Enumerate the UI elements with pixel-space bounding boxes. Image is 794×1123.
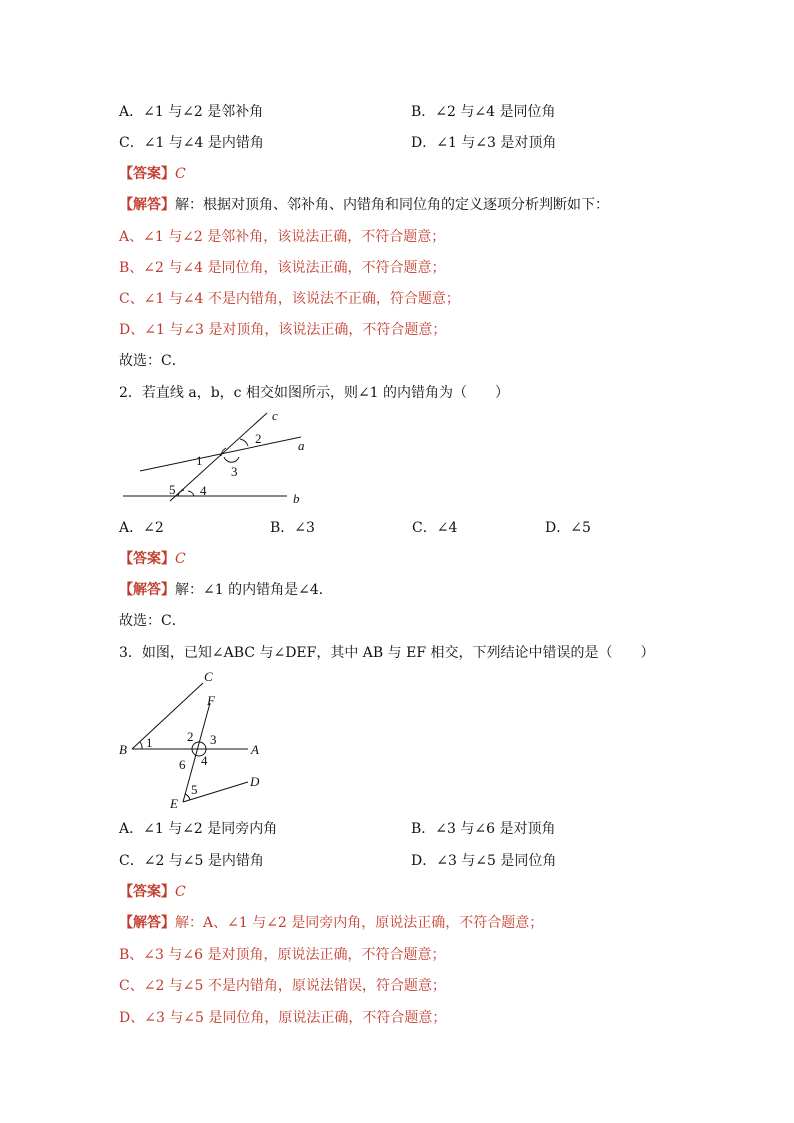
q2-option-b: B．∠3 [270,520,315,536]
q3-option-c: C．∠2 与∠5 是内错角 [119,853,264,869]
label-a: A [251,742,259,757]
label-angle-5: 5 [169,482,176,497]
q3-option-a: A．∠1 与∠2 是同旁内角 [119,821,278,837]
q3-answer-line [119,883,186,901]
q1-option-d: D．∠1 与∠3 是对顶角 [411,135,557,151]
label-angle-3: 3 [210,732,217,747]
solution-text: 解：根据对顶角、邻补角、内错角和同位角的定义逐项分析判断如下： [175,197,609,213]
label-a: a [298,438,305,453]
q3-solution-line-c: C、∠2 与∠5 不是内错角，原说法错误，符合题意； [119,978,446,994]
q3-solution-line-b: B、∠3 与∠6 是对顶角，原说法正确，不符合题意； [119,947,446,963]
q2-answer-line [119,550,186,568]
label-angle-3: 3 [231,464,238,479]
angle-arc-4 [188,491,194,496]
label-e: E [170,796,178,811]
answer-tag: 【答案】 [119,551,175,567]
q1-solution-line-c: C、∠1 与∠4 不是内错角，该说法不正确，符合题意； [119,291,460,307]
q2-solution [119,581,333,599]
q3-solution-line-d: D、∠3 与∠5 是同位角，原说法正确，不符合题意； [119,1010,447,1026]
label-c: C [204,669,213,684]
answer-value: C [175,166,186,182]
label-c: c [272,408,278,423]
answer-value: C [175,884,186,900]
line-a [140,437,301,471]
label-angle-4: 4 [200,483,207,498]
angle-arc-3 [224,457,239,462]
q3-option-b: B．∠3 与∠6 是对顶角 [411,821,556,837]
angle-arc-2 [240,439,248,446]
q2-stem: 2．若直线 a，b，c 相交如图所示，则∠1 的内错角为（ ） [119,385,510,401]
label-angle-4: 4 [201,753,208,768]
q3-figure [115,665,275,813]
label-angle-2: 2 [187,729,194,744]
label-angle-2: 2 [255,431,262,446]
label-d: D [250,774,260,789]
label-f: F [207,693,215,708]
q1-option-b: B．∠2 与∠4 是同位角 [411,104,556,120]
q2-figure [115,405,325,505]
solution-tag: 【解答】 [119,582,175,598]
q1-option-a: A．∠1 与∠2 是邻补角 [119,104,264,120]
answer-value: C [175,551,186,567]
q1-solution-line-b: B、∠2 与∠4 是同位角，该说法正确，不符合题意； [119,260,446,276]
answer-tag: 【答案】 [119,166,175,182]
q1-solution-line-a: A、∠1 与∠2 是邻补角，该说法正确，不符合题意； [119,229,446,245]
q1-conclusion: 故选：C． [119,353,186,369]
angle-arc-5 [178,490,184,496]
solution-tag: 【解答】 [119,197,175,213]
label-b: B [119,742,127,757]
solution-text: 解：∠1 的内错角是∠4． [175,582,333,598]
q2-conclusion: 故选：C． [119,613,186,629]
label-b: b [293,491,300,505]
q2-option-a: A．∠2 [119,520,164,536]
label-angle-1: 1 [196,453,203,468]
q1-solution-line-d: D、∠1 与∠3 是对顶角，该说法正确，不符合题意； [119,322,447,338]
answer-tag: 【答案】 [119,884,175,900]
label-angle-6: 6 [179,757,186,772]
q3-option-d: D．∠3 与∠5 是同位角 [411,853,557,869]
q1-answer-line [119,165,186,183]
q2-option-d: D．∠5 [545,520,591,536]
q3-stem: 3．如图，已知∠ABC 与∠DEF，其中 AB 与 EF 相交，下列结论中错误的是（ ） [119,645,655,661]
q2-option-c: C．∠4 [412,520,458,536]
label-angle-1: 1 [146,735,153,750]
q3-solution-line-a [119,914,543,932]
label-angle-5: 5 [191,782,198,797]
angle-arc-5 [185,794,190,800]
line-c [170,413,267,501]
solution-text: 解：A、∠1 与∠2 是同旁内角，原说法正确，不符合题意； [175,915,544,931]
solution-tag: 【解答】 [119,915,175,931]
angle-arc-1 [140,742,142,749]
q1-solution-intro [119,196,609,214]
q1-option-c: C．∠1 与∠4 是内错角 [119,135,264,151]
